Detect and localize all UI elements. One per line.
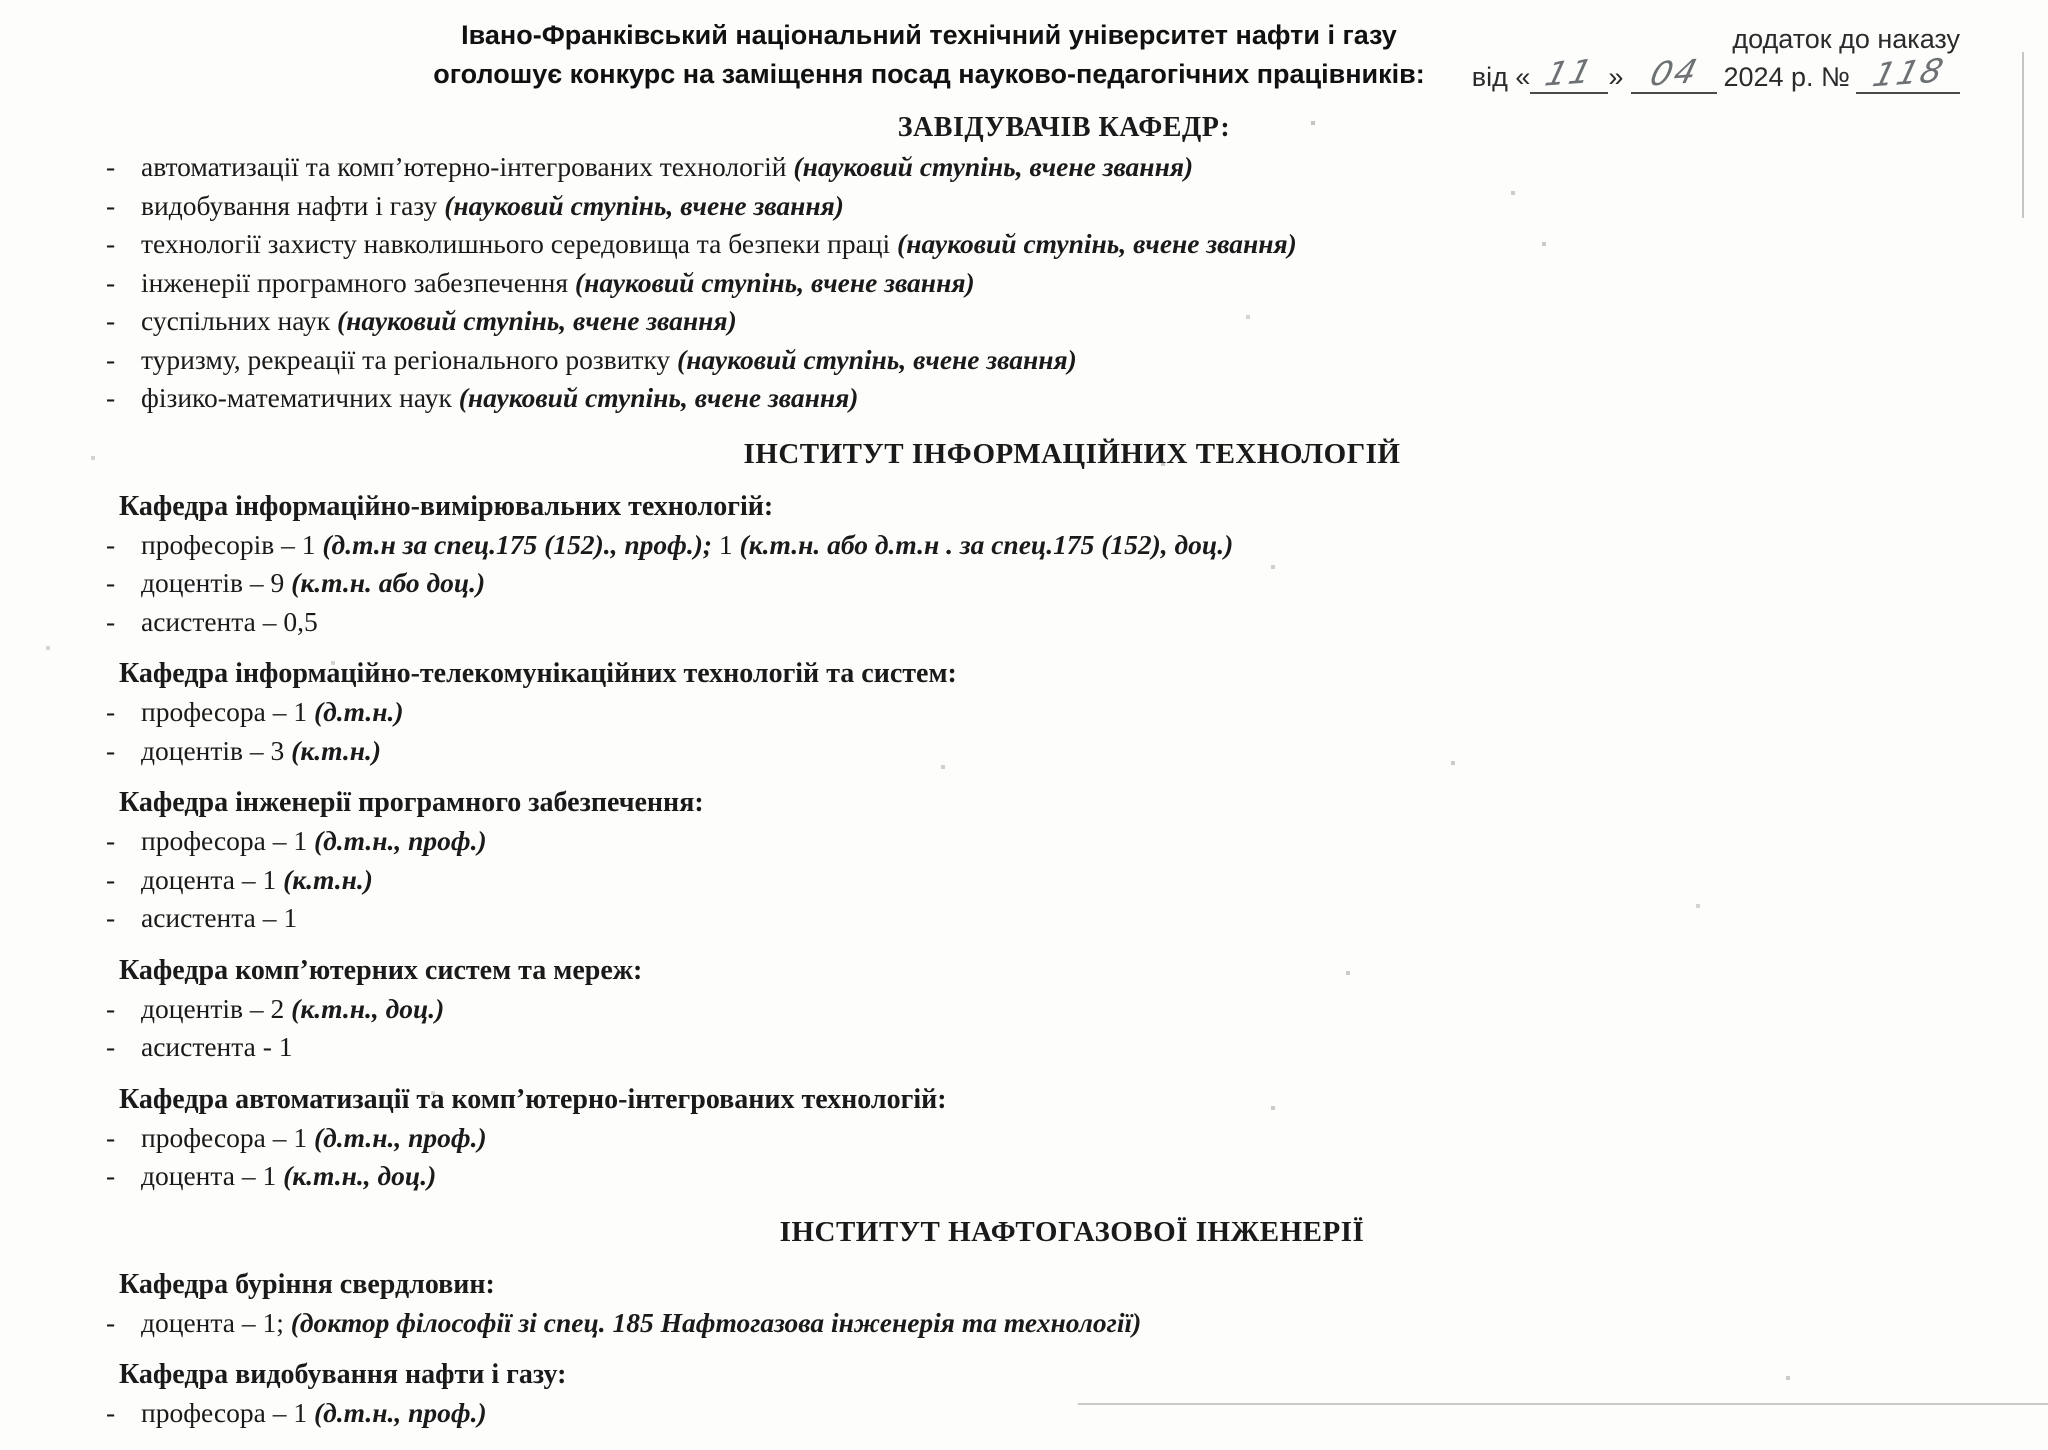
qualification-note: (к.т.н., доц.) — [283, 1160, 437, 1191]
department-heading: Кафедра буріння свердловин: — [119, 1268, 495, 1300]
handwritten-month-underline — [1631, 51, 1717, 94]
department-heading: Кафедра інформаційно-вимірювальних технологій: — [119, 490, 774, 522]
vacancy-item — [0, 899, 2048, 938]
dash-bullet: - — [106, 151, 116, 182]
dash-bullet: - — [106, 863, 116, 895]
position-text: професора – 1 — [141, 696, 314, 727]
qualification-note: (науковий ступінь, вчене звання) — [574, 266, 975, 298]
vacancy-item — [0, 302, 2048, 341]
position-text: доцентів – 3 — [141, 734, 292, 766]
scan-artifact-horizontal-line — [1078, 1403, 2048, 1405]
position-text: професорів – 1 — [141, 528, 323, 560]
department-heading: Кафедра інформаційно-телекомунікаційних технологій та систем: — [119, 658, 957, 689]
vacancy-item — [0, 379, 2048, 418]
dash-bullet: - — [106, 902, 116, 933]
dash-bullet: - — [106, 528, 116, 560]
position-text: асистента – 1 — [141, 902, 298, 933]
vacancy-item — [0, 187, 2048, 226]
position-text: асистента - 1 — [141, 1031, 293, 1062]
qualification-note: (д.т.н за спец.175 (152)., проф.); — [322, 528, 713, 560]
vacancy-item — [0, 693, 2048, 732]
department-group — [0, 952, 2048, 1067]
position-text: технології захисту навколишнього середовища та безпеки праці — [141, 228, 898, 259]
qualification-note: (д.т.н., проф.) — [313, 1397, 487, 1428]
heads-of-departments-list — [0, 148, 2048, 418]
heads-of-departments-title: ЗАВІДУВАЧІВ КАФЕДР: — [897, 112, 1231, 143]
date-from-label: від « — [1471, 62, 1531, 92]
department-group — [0, 488, 2048, 642]
position-text: 1 — [712, 528, 740, 560]
dash-bullet: - — [106, 825, 116, 856]
dash-bullet: - — [106, 1160, 116, 1191]
department-heading: Кафедра видобування нафти і газу: — [119, 1359, 567, 1390]
vacancy-item — [0, 1394, 2048, 1433]
position-text: доцентів – 9 — [141, 567, 292, 598]
position-text: автоматизації та комп’ютерно-інтегрованих технологій — [141, 151, 794, 182]
department-group — [0, 1356, 2048, 1433]
qualification-note: (к.т.н. або д.т.н . за спец.175 (152), доц.) — [739, 528, 1234, 560]
dash-bullet: - — [106, 992, 116, 1024]
dash-bullet: - — [106, 567, 116, 598]
qualification-note: (науковий ступінь, вчене звання) — [897, 228, 1297, 259]
qualification-note: (к.т.н.) — [291, 734, 382, 766]
institute-title: ІНСТИТУТ НАФТОГАЗОВОЇ ІНЖЕНЕРІЇ — [779, 1215, 1365, 1248]
scan-artifact-vertical-line — [2022, 52, 2024, 218]
department-heading: Кафедра інженерії програмного забезпечення: — [119, 787, 704, 818]
announcement-line: оголошує конкурс на заміщення посад науково-педагогічних працівників: — [433, 59, 1425, 89]
vacancy-item — [0, 526, 2048, 565]
position-text: фізико-математичних наук — [141, 382, 459, 413]
position-text: професора – 1 — [141, 825, 314, 856]
qualification-note: (науковий ступінь, вчене звання) — [444, 189, 844, 221]
vacancy-item — [0, 1028, 2048, 1067]
dash-bullet: - — [106, 1397, 116, 1428]
vacancy-item — [0, 1157, 2048, 1196]
handwritten-order-number-underline — [1856, 50, 1960, 95]
department-heading: Кафедра автоматизації та комп’ютерно-інтегрованих технологій: — [119, 1083, 947, 1115]
qualification-note: (д.т.н.) — [313, 696, 404, 727]
annex-note — [1472, 20, 1960, 96]
position-text: професора – 1 — [141, 1121, 314, 1153]
date-quote-close: » — [1608, 62, 1624, 92]
handwritten-month: 04 — [1646, 51, 1704, 94]
institutes-container — [0, 434, 2048, 1433]
position-text: суспільних наук — [141, 305, 337, 336]
vacancy-item — [0, 822, 2048, 861]
vacancy-item — [0, 564, 2048, 603]
vacancy-item — [0, 1119, 2048, 1158]
vacancy-item — [0, 990, 2048, 1029]
department-group — [0, 1266, 2048, 1343]
qualification-note: (к.т.н., доц.) — [291, 992, 445, 1024]
qualification-note: (доктор філософії зі спец. 185 Нафтогазова інженерія та технології) — [290, 1306, 1142, 1338]
dash-bullet: - — [106, 605, 116, 637]
dash-bullet: - — [106, 228, 116, 259]
department-group — [0, 784, 2048, 938]
position-text: асистента – 0,5 — [141, 605, 318, 637]
department-group — [0, 1081, 2048, 1196]
department-heading: Кафедра комп’ютерних систем та мереж: — [119, 954, 643, 986]
position-text: доцента – 1; — [141, 1306, 291, 1338]
scan-artifact-specks — [0, 0, 2, 2]
dash-bullet: - — [106, 266, 116, 298]
position-text: доцента – 1 — [141, 1160, 284, 1191]
dash-bullet: - — [106, 1121, 116, 1153]
dash-bullet: - — [106, 696, 116, 727]
position-text: інженерії програмного забезпечення — [141, 266, 575, 298]
handwritten-day: 11 — [1541, 51, 1599, 94]
qualification-note: (к.т.н. або доц.) — [291, 567, 486, 598]
dash-bullet: - — [106, 305, 116, 336]
vacancy-item — [0, 861, 2048, 900]
date-year-label: 2024 р. № — [1723, 62, 1850, 92]
vacancy-item — [0, 341, 2048, 380]
vacancy-item — [0, 732, 2048, 771]
vacancy-item — [0, 603, 2048, 642]
handwritten-order-number: 118 — [1868, 50, 1949, 95]
annex-date-line — [1471, 50, 1960, 96]
position-text: доцента – 1 — [141, 863, 284, 895]
position-text: туризму, рекреації та регіонального розвитку — [141, 343, 678, 375]
position-text: професора – 1 — [141, 1397, 314, 1428]
qualification-note: (науковий ступінь, вчене звання) — [677, 343, 1077, 375]
position-text: видобування нафти і газу — [141, 189, 445, 221]
qualification-note: (д.т.н., проф.) — [313, 1121, 487, 1153]
department-group — [0, 655, 2048, 770]
dash-bullet: - — [106, 189, 116, 221]
qualification-note: (науковий ступінь, вчене звання) — [337, 305, 737, 336]
institute-title: ІНСТИТУТ ІНФОРМАЦІЙНИХ ТЕХНОЛОГІЙ — [743, 437, 1401, 470]
dash-bullet: - — [106, 382, 116, 413]
vacancy-item — [0, 148, 2048, 187]
dash-bullet: - — [106, 1031, 116, 1062]
dash-bullet: - — [106, 734, 116, 766]
position-text: доцентів – 2 — [141, 992, 292, 1024]
annex-label: додаток до наказу — [1732, 24, 1960, 54]
handwritten-day-underline — [1530, 51, 1608, 94]
vacancy-item — [0, 1304, 2048, 1343]
vacancy-item — [0, 225, 2048, 264]
qualification-note: (д.т.н., проф.) — [313, 825, 487, 856]
dash-bullet: - — [106, 343, 116, 375]
qualification-note: (к.т.н.) — [283, 863, 373, 895]
qualification-note: (науковий ступінь, вчене звання) — [458, 382, 859, 413]
dash-bullet: - — [106, 1306, 116, 1338]
vacancy-item — [0, 264, 2048, 303]
qualification-note: (науковий ступінь, вчене звання) — [793, 151, 1194, 182]
university-name: Івано-Франківський національний технічний університет нафти і газу — [461, 20, 1397, 50]
